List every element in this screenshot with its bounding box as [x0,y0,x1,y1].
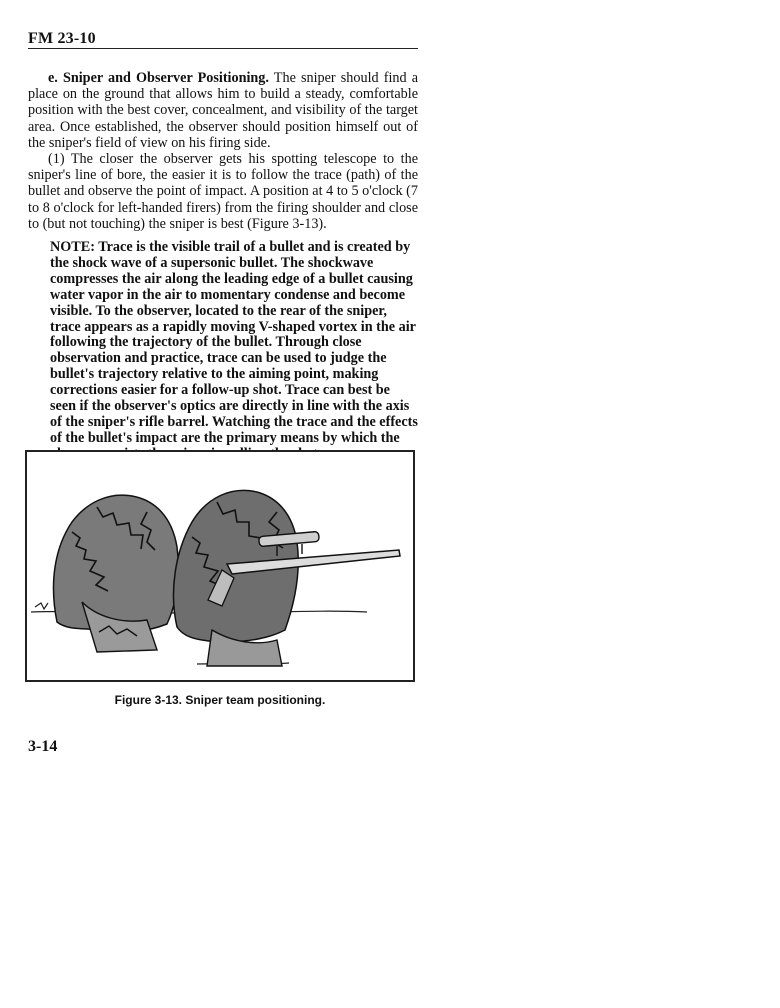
page-header-label: FM 23-10 [28,30,96,47]
sniper-figure [173,490,298,666]
figure-caption: Figure 3-13. Sniper team positioning. [114,693,326,707]
note-block: NOTE: Trace is the visible trail of a bullet and is created by the shock wave of a supersonic bullet. The shockwave compresses the air along the leading edge of a bullet causing water vapor in the air to momentary condense and become visible. To the observer, located to the rear of the sniper, trace appears as a rapidly moving V-shaped vortex in the air following the trajectory of the bullet. Through close observation and practice, trace can be used to judge the bullet's trajectory relative to the aiming point, making corrections easier for a follow-up shot. Trace can best be seen if the observer's optics are directly in line with the axis of the sniper's rifle barrel. Watching the trace and the effects of the bullet's impact are the primary means by which the [50,239,418,446]
page-number: 3-14 [28,738,58,755]
paragraph-1: (1) The closer the observer gets his spotting telescope to the sniper's line of bore, the easier it is to follow the trace (path) of the bullet and observe the point of impact. A position at 4 to 5 o'clock (7 to 8 o'clock for left-handed firers) from the firing shoulder and close to (but not touching) the sniper is best (Figure 3-13). [28,151,418,232]
header-rule [28,48,418,49]
section-paragraph [28,70,418,151]
figure-frame [25,450,415,682]
section-body: The sniper should find a place on the ground that allows him to build a steady, comfortable position with the best cover, concealment, and visibility of the target area. Once established, the observer should position himself out of the sniper's field of view on his firing side. [28,70,418,151]
sniper-team-illustration [27,452,413,680]
observer-figure [53,495,178,652]
section-heading: e. Sniper and Observer Positioning. [48,70,269,86]
body-text [28,70,418,463]
